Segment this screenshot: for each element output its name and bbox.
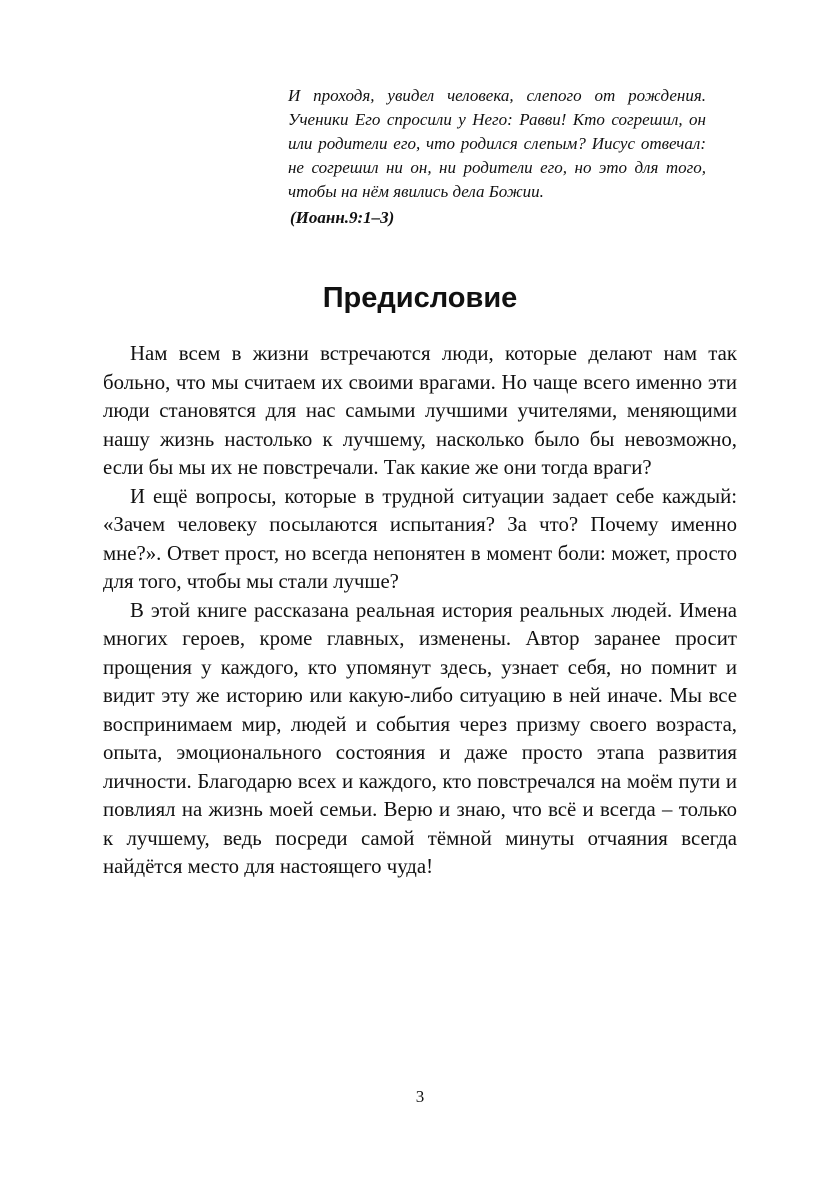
paragraph-1: Нам всем в жизни встречаются люди, которые делают нам так больно, что мы считаем их своими врагами. Но чаще всего именно эти люди становятся для нас самыми лучшими учителями, меняющими нашу жизнь настолько к лучшему, насколько было бы невозможно, если бы мы их не повстречали. Так какие же они тогда враги? xyxy=(103,342,737,479)
epigraph-source: (Иоанн.9:1–3) xyxy=(290,208,395,227)
paragraph-2: И ещё вопросы, которые в трудной ситуации задает себе каждый: «Зачем человеку посылаются испытания? За что? Почему именно мне?». Ответ прост, но всегда непонятен в момент боли: может, просто для того, чтобы мы стали лучше? xyxy=(103,484,737,593)
page-title: Предисловие xyxy=(322,282,518,314)
epigraph-text: И проходя, увидел человека, слепого от рождения. Ученики Его спросили у Него: Равви! Кто согрешил, он или родители его, что родился слепым? Иисус отвечал: не согрешил ни он, ни родители его, но это для того, чтобы на нём явились дела Божии. xyxy=(288,86,706,201)
page-number: 3 xyxy=(415,1087,425,1106)
epigraph xyxy=(288,84,706,230)
body-text xyxy=(103,340,737,882)
paragraph-3: В этой книге рассказана реальная история реальных людей. Имена многих героев, кроме главных, изменены. Автор заранее просит прощения у каждого, кто упомянут здесь, узнает себя, но помнит и видит эту же историю или какую-либо ситуацию в ней иначе. Мы все воспринимаем мир, людей и события через призму своего возраста, опыта, эмоционального состояния и даже просто этапа развития личности. Благодарю всех и каждого, кто повстречался на моём пути и повлиял на жизнь моей семьи. Верю и знаю, что всё и всегда – только к лучшему, ведь посреди самой тёмной минуты отчаяния всегда найдётся место для настоящего чуда! xyxy=(103,598,737,878)
